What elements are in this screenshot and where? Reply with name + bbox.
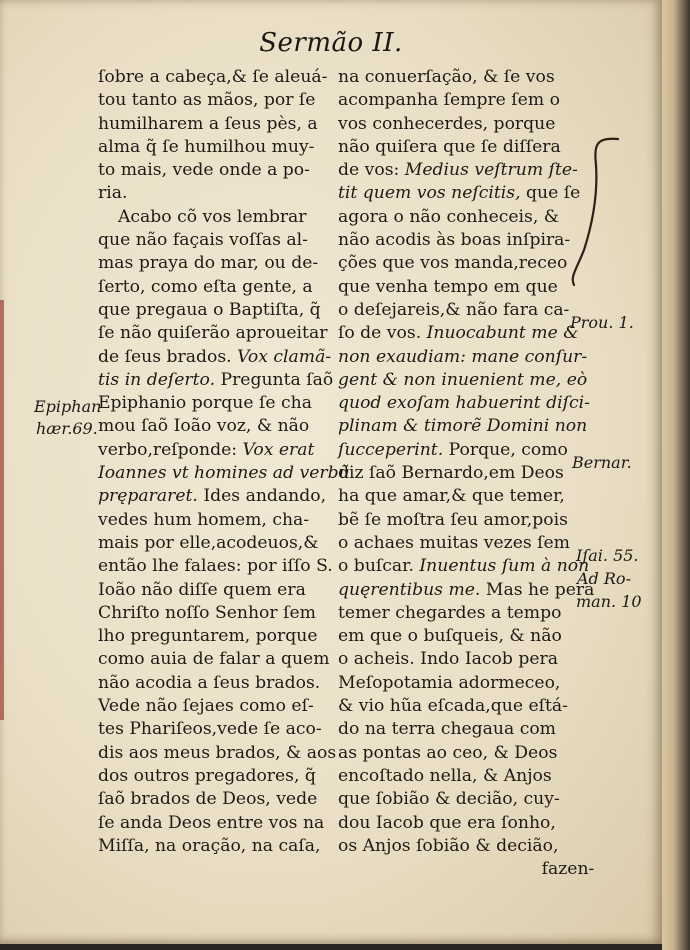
right-line: plinam & timorẽ Domini non bbox=[338, 416, 588, 437]
left-line: que pregaua o Baptiſta, q̃ bbox=[98, 299, 321, 320]
left-line: mais por elle,acodeuos,& bbox=[98, 532, 319, 553]
left-latin-quote: Vox erat bbox=[242, 439, 315, 460]
left-text-run: verbo,reſponde: bbox=[98, 439, 238, 460]
left-line: mas praya do mar, ou de- bbox=[98, 253, 319, 274]
right-line: Meſopotamia adormeceo, bbox=[338, 672, 561, 693]
margin-note-isai: Iſai. 55. bbox=[576, 546, 639, 565]
right-line bbox=[338, 159, 594, 182]
left-line: Acabo cõ vos lembrar bbox=[118, 206, 307, 227]
left-line: Miſſa, na oração, na caſa, bbox=[98, 835, 321, 856]
margin-note-epiphan: Epiphan bbox=[34, 397, 102, 416]
left-line: ſaõ brados de Deos, vede bbox=[98, 789, 318, 810]
left-line: alma q̃ ſe humilhou muy- bbox=[98, 136, 315, 157]
left-line: lho preguntarem, porque bbox=[98, 626, 318, 647]
right-line: o deſejareis,& não fara ca- bbox=[338, 299, 570, 320]
left-text-run: Pregunta ſaõ bbox=[220, 369, 334, 390]
right-line: gent & non inuenient me, eò bbox=[338, 369, 588, 390]
right-line bbox=[338, 182, 594, 205]
handwritten-bracket-mark bbox=[566, 135, 626, 295]
left-line: então lhe falaes: por iſſo S. bbox=[98, 556, 333, 577]
right-line: o achaes muitas vezes ſem bbox=[338, 532, 570, 553]
right-line: non exaudiam: mane conſur- bbox=[338, 346, 588, 367]
left-column bbox=[98, 66, 350, 858]
left-line bbox=[98, 485, 350, 508]
right-line: do na terra chegaua com bbox=[338, 719, 556, 740]
right-line: bẽ ſe moſtra ſeu amor,pois bbox=[338, 509, 568, 530]
page-header: Sermão II. bbox=[259, 28, 403, 58]
left-line: tes Phariſeos,vede ſe aco- bbox=[98, 719, 322, 740]
right-line: que ſobião & decião, cuy- bbox=[338, 789, 560, 810]
left-line: humilharem a ſeus pès, a bbox=[98, 113, 318, 134]
right-latin-quote: Inuocabunt me & bbox=[426, 323, 579, 344]
right-line: não quiſera que ſe diſſera bbox=[338, 136, 561, 157]
left-latin-quote: Vox clamã- bbox=[237, 346, 332, 367]
left-line: Chriſto noſſo Senhor ſem bbox=[98, 602, 316, 623]
right-line: o acheis. Indo Iacob pera bbox=[338, 649, 558, 670]
right-line bbox=[338, 579, 594, 602]
right-line: vos conhecerdes, porque bbox=[338, 113, 556, 134]
left-latin-quote: tis in deſerto. bbox=[98, 369, 216, 390]
left-line: mou ſaõ Ioão voz, & não bbox=[98, 416, 310, 437]
right-text-run: Porque, como bbox=[448, 439, 568, 460]
right-latin-quote: Inuentus ſum à non bbox=[419, 556, 590, 577]
left-text-run: de ſeus brados. bbox=[98, 346, 232, 367]
right-line: as pontas ao ceo, & Deos bbox=[338, 742, 558, 763]
left-line: tou tanto as mãos, por ſe bbox=[98, 90, 316, 111]
right-latin-quote: quęrentibus me. bbox=[338, 579, 481, 600]
right-line: temer chegardes a tempo bbox=[338, 602, 562, 623]
left-line: ſerto, como eſta gente, a bbox=[98, 276, 313, 297]
right-line: que venha tempo em que bbox=[338, 276, 558, 297]
margin-note-man: man. 10 bbox=[576, 592, 642, 611]
right-text-run: o buſcar. bbox=[338, 556, 414, 577]
left-latin-quote: prępararet. bbox=[98, 486, 198, 507]
left-line: Ioão não diſſe quem era bbox=[98, 579, 306, 600]
left-line: dis aos meus brados, & aos bbox=[98, 742, 337, 763]
left-line: Epiphanio porque ſe cha bbox=[98, 393, 312, 414]
left-line: Ioannes vt homines ad verbũ bbox=[98, 463, 350, 484]
right-text-run: ſo de vos. bbox=[338, 323, 422, 344]
right-line bbox=[338, 555, 594, 578]
left-line: ſe não quiſerão aproueitar bbox=[98, 323, 328, 344]
right-latin-quote: tit quem vos neſcitis, bbox=[338, 183, 521, 204]
left-line bbox=[98, 439, 350, 462]
right-line: dou Iacob que era ſonho, bbox=[338, 812, 556, 833]
left-line bbox=[98, 369, 350, 392]
right-line: encoſtado nella, & Anjos bbox=[338, 765, 552, 786]
left-line: ria. bbox=[98, 183, 128, 204]
right-line bbox=[338, 439, 594, 462]
binding-edge bbox=[0, 300, 4, 720]
margin-note-bernar: Bernar. bbox=[572, 453, 632, 472]
left-line: to mais, vede onde a po- bbox=[98, 160, 310, 181]
left-line: ſobre a cabeça,& ſe aleuá- bbox=[98, 67, 328, 87]
right-text-run: que ſe bbox=[526, 183, 581, 204]
right-line: na conuerſação, & ſe vos bbox=[338, 67, 555, 87]
right-line: & vio hũa eſcada,que eſtá- bbox=[338, 696, 568, 717]
right-line: fazen- bbox=[541, 859, 595, 880]
right-text-run: de vos: bbox=[338, 160, 400, 181]
left-line bbox=[98, 346, 350, 369]
left-line: dos outros pregadores, q̃ bbox=[98, 765, 316, 786]
right-line: ções que vos manda,receo bbox=[338, 253, 568, 274]
right-latin-quote: ſucceperint. bbox=[338, 439, 444, 460]
left-line: vedes hum homem, cha- bbox=[98, 509, 310, 530]
margin-note-ad-ro: Ad Ro- bbox=[577, 569, 631, 588]
right-line: em que o buſqueis, & não bbox=[338, 626, 562, 647]
left-text-run: Ides andando, bbox=[203, 486, 327, 507]
right-line: ha que amar,& que temer, bbox=[338, 486, 565, 507]
right-line: os Anjos ſobião & decião, bbox=[338, 835, 559, 856]
right-line: acompanha ſempre ſem o bbox=[338, 90, 560, 111]
left-line: que não façais voſſas al- bbox=[98, 230, 308, 251]
left-line: não acodia a ſeus brados. bbox=[98, 672, 321, 693]
right-line: não acodis às boas inſpira- bbox=[338, 230, 571, 251]
right-line: agora o não conheceis, & bbox=[338, 206, 560, 227]
margin-note-haer: hær.69. bbox=[36, 419, 98, 438]
page-edge bbox=[662, 0, 690, 950]
margin-note-prou: Prou. 1. bbox=[570, 313, 634, 332]
left-line: como auia de falar a quem bbox=[98, 649, 330, 670]
left-line: ſe anda Deos entre vos na bbox=[98, 812, 325, 833]
right-text-run: Mas he pera bbox=[485, 579, 595, 600]
right-line: diz ſaõ Bernardo,em Deos bbox=[338, 463, 564, 484]
right-latin-quote: Medius veſtrum ſte- bbox=[404, 160, 578, 181]
right-line: quod exoſam habuerint diſci- bbox=[338, 393, 590, 414]
left-line: Vede não ſejaes como eſ- bbox=[98, 696, 314, 717]
right-line bbox=[338, 322, 594, 345]
right-column bbox=[338, 66, 594, 881]
